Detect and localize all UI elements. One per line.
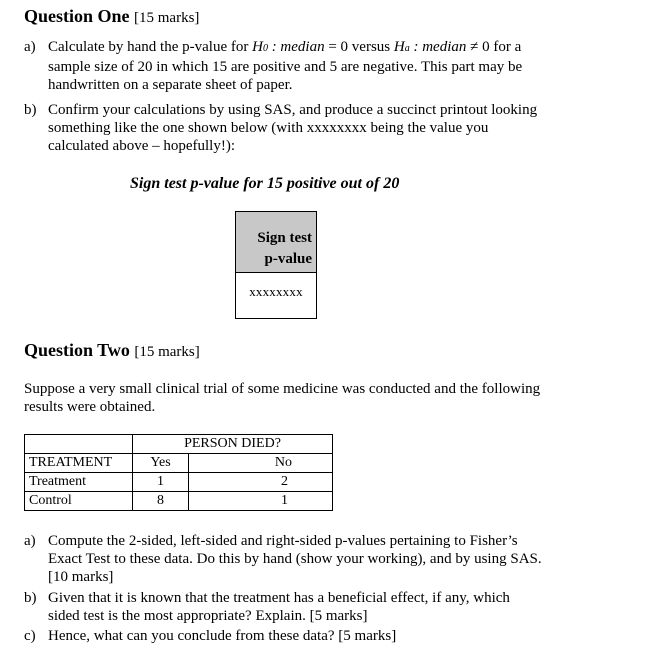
question-two-marks: [15 marks] [134,344,200,360]
question-one-title: Question One [24,6,130,26]
table-cell-no: 2 [189,473,333,492]
q1-part-b-line3: calculated above – hopefully!): [48,138,236,154]
q2-part-b-line2: sided test is the most appropriate? Explain. [5 marks] [48,608,368,624]
sign-test-box [235,211,317,319]
table-row [25,473,333,492]
sign-test-header-line1: Sign test [257,230,312,246]
q2-part-a-line3: [10 marks] [48,569,114,585]
table-cell-label: Treatment [25,473,133,492]
q1-part-a-line3: handwritten on a separate sheet of paper. [48,77,293,93]
q2-part-c-label: c) [24,628,36,644]
q2-part-a [24,532,644,588]
q2-part-a-line2: Exact Test to these data. Do this by hand (show your working), and by using SAS. [48,551,542,567]
table-cell-label: Control [25,492,133,511]
q1-part-b-label: b) [24,102,37,118]
sign-test-output-title: Sign test p-value for 15 positive out of 20 [130,175,400,192]
table-cell-yes: 8 [133,492,189,511]
contingency-table [24,434,333,511]
q2-part-b [24,589,644,627]
table-row [25,492,333,511]
q2-part-c-line1: Hence, what can you conclude from these data? [5 marks] [48,628,397,644]
sign-test-header-line2: p-value [264,251,312,267]
q2-part-a-line1: Compute the 2-sided, left-sided and right-sided p-values pertaining to Fisher’s [48,533,518,549]
q2-part-b-line1: Given that it is known that the treatment has a beneficial effect, if any, which [48,590,510,606]
table-cell-empty [25,435,133,454]
table-header-yes: Yes [133,454,189,473]
q2-intro [24,380,644,418]
question-two-heading [24,340,200,361]
question-two-title: Question Two [24,340,130,360]
q1-part-b [24,101,644,157]
table-cell-yes: 1 [133,473,189,492]
q1-part-b-line2: something like the one shown below (with xxxxxxxx being the value you [48,120,489,136]
q1-part-a-line2: sample size of 20 in which 15 are positive and 5 are negative. This part may be [48,59,523,75]
table-header-person-died: PERSON DIED? [133,435,333,454]
q2-intro-line2: results were obtained. [24,399,156,415]
table-header-no: No [189,454,333,473]
sign-test-header [236,212,316,273]
table-header-treatment: TREATMENT [25,454,133,473]
table-row [25,454,333,473]
question-one-marks: [15 marks] [134,10,200,26]
q1-part-b-line1: Confirm your calculations by using SAS, and produce a succinct printout looking [48,102,538,118]
q1-part-a [24,38,644,94]
q2-part-a-label: a) [24,533,36,549]
q1-part-a-line1: Calculate by hand the p-value for H0 : median = 0 versus Ha : median ≠ 0 for a [48,39,522,55]
q1-part-a-label: a) [24,39,36,55]
q2-part-c [24,627,644,647]
sign-test-value: xxxxxxxx [249,284,303,299]
table-cell-no: 1 [189,492,333,511]
table-row [25,435,333,454]
question-one-heading [24,6,199,27]
q2-intro-line1: Suppose a very small clinical trial of some medicine was conducted and the following [24,381,541,397]
q2-part-b-label: b) [24,590,37,606]
